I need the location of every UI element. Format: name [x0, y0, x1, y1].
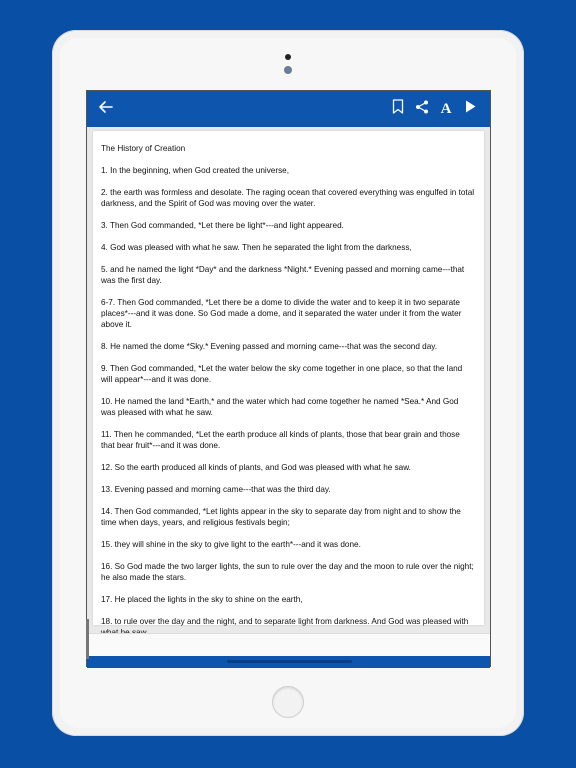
document-title: The History of Creation	[101, 144, 186, 153]
verse-paragraph: 2. the earth was formless and desolate. The raging ocean that covered everything was engulfed in total darkness, and the Spirit of God was moving over the water.	[101, 188, 475, 208]
verse-paragraph: 18. to rule over the day and the night, and to separate light from darkness. And God was pleased with	[101, 617, 469, 626]
verse-paragraph: 17. He placed the lights in the sky to shine on the earth,	[101, 595, 303, 604]
verse-paragraph: 13. Evening passed and morning came---that was the third day.	[101, 485, 331, 494]
bookmark-icon	[392, 99, 404, 119]
bottom-panel	[87, 633, 490, 656]
app-screen	[86, 90, 491, 667]
verse-paragraph: 9. Then God commanded, *Let the water below the sky come together in one place, so that the land will appear*---and it was done.	[101, 364, 463, 384]
verse-paragraph: 3. Then God commanded, *Let there be light*---and light appeared.	[101, 221, 344, 230]
verse-paragraph: 4. God was pleased with what he saw. Then he separated the light from the darkness,	[101, 243, 412, 252]
screen-edge-divider	[86, 619, 89, 659]
verse-paragraph: 10. He named the land *Earth,* and the water which had come together he named *Sea.* And God was pleased with what he saw.	[101, 397, 459, 417]
bottom-bar	[87, 656, 490, 668]
back-button[interactable]	[93, 91, 119, 127]
share-icon	[415, 100, 429, 119]
font-size-button[interactable]	[433, 91, 459, 127]
front-camera	[284, 66, 292, 74]
home-button[interactable]	[272, 686, 304, 718]
content-area	[87, 127, 490, 633]
verse-paragraph: 8. He named the dome *Sky.* Evening passed and morning came---that was the second day.	[101, 342, 438, 351]
document-text	[93, 131, 484, 638]
home-indicator[interactable]	[227, 660, 352, 663]
arrow-left-icon	[99, 100, 113, 118]
play-button[interactable]	[457, 91, 483, 127]
bookmark-button[interactable]	[385, 91, 411, 127]
verse-paragraph: 14. Then God commanded, *Let lights appear in the sky to separate day from night and to show the time when days, years, and religious festivals begin;	[101, 507, 461, 527]
verse-paragraph: 11. Then he commanded, *Let the earth produce all kinds of plants, those that bear grain and those that bear fruit*---and it was done.	[101, 430, 460, 450]
play-icon	[465, 100, 476, 118]
verse-paragraph: 6-7. Then God commanded, *Let there be a dome to divide the water and to keep it in two separate places*---and it was done. So God made a dome, and it separated the water under it from the water above it.	[101, 298, 462, 329]
verse-paragraph: 12. So the earth produced all kinds of plants, and God was pleased with what he saw.	[101, 463, 411, 472]
verse-paragraph: 16. So God made the two larger lights, the sun to rule over the day and the moon to rule over the night; he also made the stars.	[101, 562, 474, 582]
verse-paragraph: 5. and he named the light *Day* and the darkness *Night.* Evening passed and morning came---that was the first day.	[101, 265, 465, 285]
document-page[interactable]	[93, 131, 484, 625]
app-toolbar	[87, 91, 490, 127]
share-button[interactable]	[409, 91, 435, 127]
front-sensor	[285, 54, 291, 60]
verse-paragraph: 1. In the beginning, when God created the universe,	[101, 166, 289, 175]
verse-paragraph: 15. they will shine in the sky to give light to the earth*---and it was done.	[101, 540, 361, 549]
font-icon: A	[440, 100, 452, 117]
